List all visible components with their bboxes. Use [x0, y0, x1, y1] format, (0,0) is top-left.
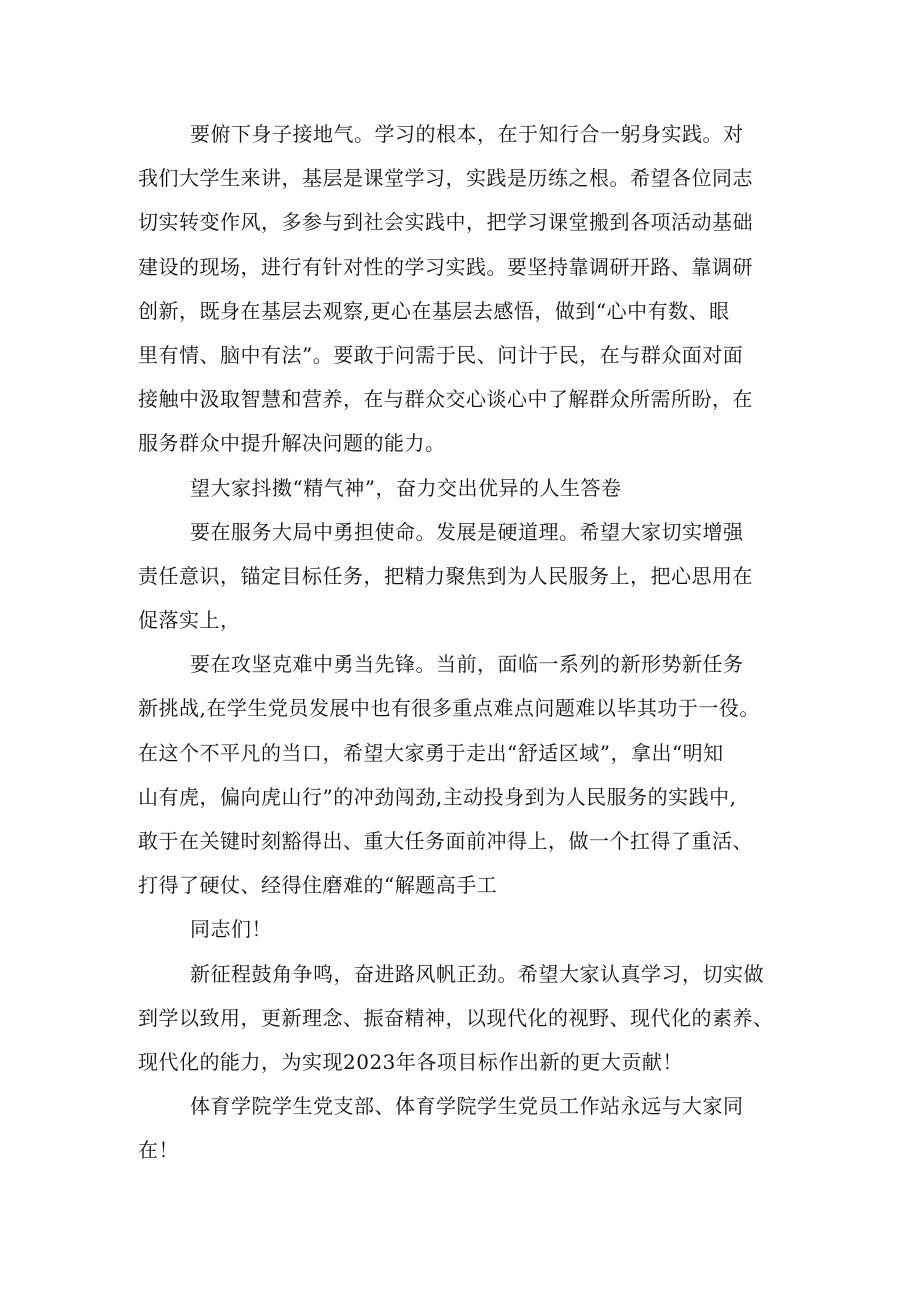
text-line: 在！ [138, 1138, 179, 1163]
text-line: 同志们！ [190, 917, 272, 942]
text-line: 要在攻坚克难中勇当先锋。当前，面临一系列的新形势新任务 [190, 652, 744, 677]
document-body [138, 112, 788, 1173]
text-line: 敢于在关键时刻豁得出、重大任务面前冲得上，做一个扛得了重活、 [138, 829, 753, 853]
text-line: 到学以致用，更新理念、振奋精神，以现代化的视野、现代化的素养、 [138, 1005, 774, 1030]
text-line: 要俯下身子接地气。学习的根本，在于知行合一躬身实践。对 [190, 122, 744, 146]
text-line: 山有虎，偏向虎山行”的冲劲闯劲,主动投身到为人民服务的实践中, [138, 784, 737, 809]
text-line: 里有情、脑中有法”。要敢于问需于民、问计于民，在与群众面对面 [138, 342, 744, 367]
text-line: 接触中汲取智慧和营养，在与群众交心谈心中了解群众所需所盼，在 [138, 387, 753, 412]
text-line: 新征程鼓角争鸣，奋进路风帆正劲。希望大家认真学习，切实做 [190, 961, 764, 986]
text-line: 促落实上， [138, 608, 241, 633]
text-line: 要在服务大局中勇担使命。发展是硬道理。希望大家切实增强 [190, 519, 744, 544]
text-line: 服务群众中提升解决问题的能力。 [138, 431, 446, 456]
text-line: 望大家抖擞“精气神”，奋力交出优异的人生答卷 [190, 475, 622, 500]
text-line: 现代化的能力，为实现2023年各项目标作出新的更大贡献！ [138, 1049, 683, 1074]
text-line: 切实转变作风，多参与到社会实践中，把学习课堂搬到各项活动基础 [138, 210, 753, 235]
text-line: 新挑战,在学生党员发展中也有很多重点难点问题难以毕其功于一役。 [138, 696, 760, 721]
text-line: 打得了硬仗、经得住磨难的“解题高手工 [138, 873, 498, 898]
text-line: 建设的现场，进行有针对性的学习实践。要坚持靠调研开路、靠调研 [138, 254, 753, 279]
text-line: 创新，既身在基层去观察,更心在基层去感悟，做到“心中有数、眼 [138, 298, 730, 323]
text-line: 我们大学生来讲，基层是课堂学习，实践是历练之根。希望各位同志 [138, 166, 753, 191]
text-line: 在这个不平凡的当口，希望大家勇于走出“舒适区域”，拿出“明知 [138, 740, 724, 765]
text-line: 责任意识，锚定目标任务，把精力聚焦到为人民服务上，把心思用在 [138, 563, 753, 588]
text-line: 体育学院学生党支部、体育学院学生党员工作站永远与大家同 [190, 1094, 744, 1119]
